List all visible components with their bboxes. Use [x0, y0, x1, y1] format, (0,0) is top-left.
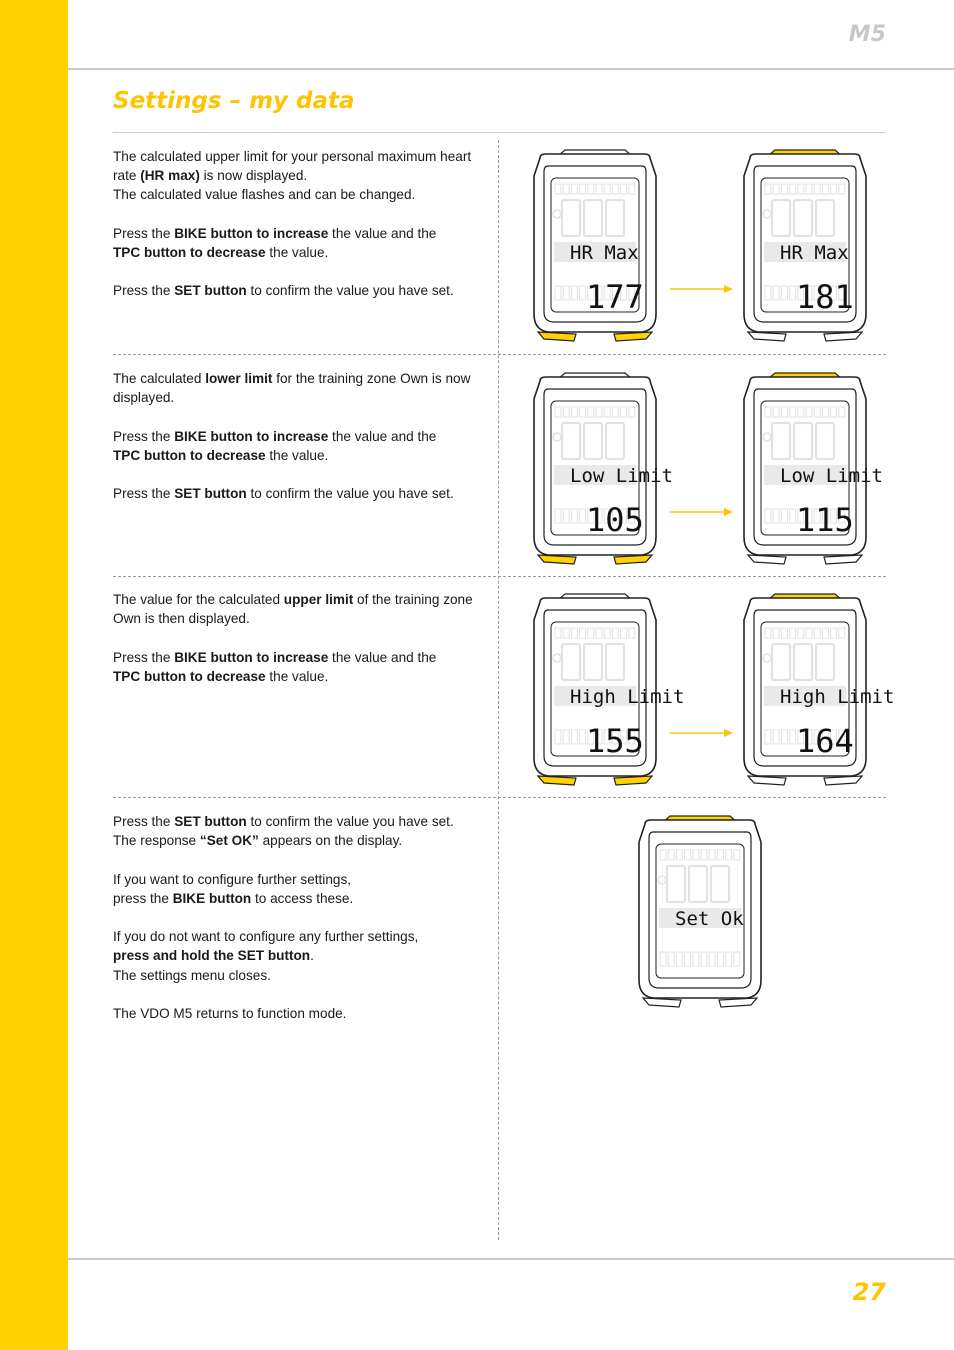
section-divider — [113, 797, 886, 798]
paragraph: The calculated lower limit for the training zone Own is now displayed. — [113, 371, 471, 406]
bottom-left-button — [538, 332, 576, 341]
bottom-right-button — [614, 555, 652, 564]
bottom-right-button — [824, 776, 862, 785]
emphasis: TPC button to decrease — [113, 668, 266, 684]
lcd-label: High Limit — [780, 686, 895, 708]
emphasis: TPC button to decrease — [113, 447, 266, 463]
section-divider — [113, 576, 886, 577]
cycle-computer-display — [629, 812, 771, 1008]
bottom-right-button — [614, 332, 652, 341]
lcd-value: 155 — [586, 722, 644, 760]
bottom-left-button — [538, 555, 576, 564]
emphasis: SET button — [174, 486, 247, 502]
page-number: 27 — [852, 1278, 886, 1306]
page-title: Settings – my data — [113, 88, 355, 114]
paragraph: If you want to configure further settings, press the BIKE button to access these. — [113, 871, 354, 906]
emphasis: BIKE button to increase — [174, 428, 329, 444]
lcd-value: 177 — [586, 278, 644, 316]
emphasis: lower limit — [205, 371, 273, 386]
cycle-computer-display — [524, 369, 673, 565]
emphasis: SET button — [174, 283, 247, 299]
bottom-right-button — [719, 998, 757, 1007]
paragraph: Press the SET button to confirm the value you have set. — [113, 283, 454, 299]
paragraph: If you do not want to configure any further settings, press and hold the SET button. The settings menu closes. — [113, 929, 419, 983]
arrow-right-icon — [670, 281, 734, 291]
lcd-label: HR Max — [570, 242, 639, 264]
section-1-text — [113, 147, 481, 301]
footer-divider — [68, 1258, 954, 1260]
model-label: M5 — [848, 22, 886, 47]
lcd-label: High Limit — [570, 686, 685, 708]
bottom-right-button — [824, 555, 862, 564]
cycle-computer-display — [734, 369, 883, 565]
cycle-computer-display — [734, 590, 895, 786]
yellow-sidebar — [0, 0, 68, 1350]
paragraph: The value for the calculated upper limit of the training zone Own is then displayed. — [113, 592, 473, 627]
bottom-left-button — [748, 555, 786, 564]
lcd-label: Low Limit — [780, 465, 883, 487]
cycle-computer-display — [734, 146, 876, 342]
paragraph: Press the BIKE button to increase the value and the TPC button to decrease the value. — [113, 225, 437, 260]
header-divider — [68, 68, 954, 70]
cycle-computer-display — [524, 590, 685, 786]
cycle-computer-display — [524, 146, 666, 342]
emphasis: BIKE button — [172, 890, 252, 906]
emphasis: TPC button to decrease — [113, 245, 266, 260]
emphasis: “Set OK” — [199, 833, 259, 849]
bottom-right-button — [614, 776, 652, 785]
lcd-value: 105 — [586, 501, 644, 539]
section-2-text — [113, 369, 481, 503]
emphasis: upper limit — [283, 592, 354, 607]
paragraph: Press the BIKE button to increase the value and the TPC button to decrease the value. — [113, 428, 437, 463]
section-divider — [113, 354, 886, 355]
lcd-value: 164 — [796, 722, 854, 760]
emphasis: (HR max) — [140, 168, 200, 184]
arrow-right-icon — [670, 725, 734, 735]
paragraph: Press the SET button to confirm the value you have set. — [113, 486, 454, 502]
emphasis: SET button — [174, 814, 247, 829]
bottom-right-button — [824, 332, 862, 341]
lcd-value: 115 — [796, 501, 854, 539]
paragraph: Press the SET button to confirm the value you have set. The response “Set OK” appears on the display. — [113, 814, 454, 849]
lcd-label: Low Limit — [570, 465, 673, 487]
bottom-left-button — [748, 332, 786, 341]
paragraph: Press the BIKE button to increase the value and the TPC button to decrease the value. — [113, 649, 437, 684]
section-4-text — [113, 812, 481, 1023]
paragraph: The VDO M5 returns to function mode. — [113, 1005, 347, 1021]
paragraph: The calculated upper limit for your personal maximum heart rate (HR max) is now displayed. The calculated value flashes and can be changed. — [113, 149, 472, 203]
emphasis: BIKE button to increase — [174, 649, 329, 665]
lcd-value: 181 — [796, 278, 854, 316]
bottom-left-button — [748, 776, 786, 785]
lcd-label: Set Ok — [675, 908, 744, 930]
emphasis: BIKE button to increase — [174, 225, 329, 241]
column-divider — [498, 140, 499, 1240]
title-divider — [113, 132, 886, 133]
bottom-left-button — [538, 776, 576, 785]
emphasis: press and hold the SET button — [113, 948, 311, 964]
section-3-text — [113, 590, 481, 686]
arrow-right-icon — [670, 504, 734, 514]
lcd-label: HR Max — [780, 242, 849, 264]
bottom-left-button — [643, 998, 681, 1007]
